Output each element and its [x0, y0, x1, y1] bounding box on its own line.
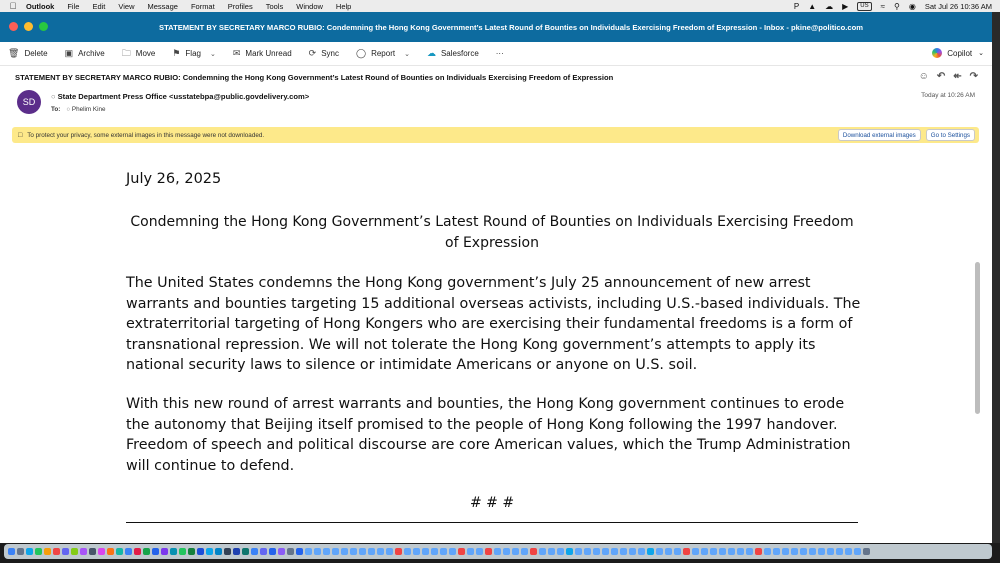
dock-app-icon[interactable] [17, 548, 24, 555]
dock-app-icon[interactable] [782, 548, 789, 555]
reply-all-icon[interactable]: ↞ [953, 71, 962, 82]
dock-app-icon[interactable] [827, 548, 834, 555]
image-blocked-icon: □ [18, 131, 23, 139]
privacy-banner [12, 127, 979, 143]
menu-format[interactable]: Format [190, 1, 215, 11]
dock-app-icon[interactable] [44, 548, 51, 555]
dock-app-icon[interactable] [809, 548, 816, 555]
minimize-window-icon[interactable] [24, 22, 33, 31]
dock-app-icon[interactable] [449, 548, 456, 555]
dock-app-icon[interactable] [314, 548, 321, 555]
scrollbar[interactable] [975, 147, 980, 537]
dock-app-icon[interactable] [431, 548, 438, 555]
dock-app-icon[interactable] [755, 548, 762, 555]
dock-app-icon[interactable] [656, 548, 663, 555]
recipient-name[interactable]: Phelim Kine [71, 106, 106, 113]
dock-app-icon[interactable] [611, 548, 618, 555]
delete-button[interactable]: 🗑 Delete [8, 48, 48, 58]
dock-app-icon[interactable] [773, 548, 780, 555]
dock-app-icon[interactable] [152, 548, 159, 555]
flag-button[interactable]: ⚑ Flag ⌄ [172, 48, 216, 58]
dock-app-icon[interactable] [485, 548, 492, 555]
privacy-buttons [838, 129, 975, 141]
dock-app-icon[interactable] [764, 548, 771, 555]
dock-app-icon[interactable] [98, 548, 105, 555]
dock-app-icon[interactable] [701, 548, 708, 555]
menu-view[interactable]: View [118, 1, 135, 11]
dock-app-icon[interactable] [359, 548, 366, 555]
dock-app-icon[interactable] [665, 548, 672, 555]
dock-app-icon[interactable] [161, 548, 168, 555]
privacy-text: To protect your privacy, some external images in this message were not downloaded. [27, 131, 265, 139]
dock-app-icon[interactable] [629, 548, 636, 555]
dock-app-icon[interactable] [503, 548, 510, 555]
dock-app-icon[interactable] [53, 548, 60, 555]
dock-app-icon[interactable] [800, 548, 807, 555]
dock-app-icon[interactable] [233, 548, 240, 555]
dock-app-icon[interactable] [341, 548, 348, 555]
move-button[interactable]: 🗀 Move [122, 46, 156, 62]
dock-app-icon[interactable] [413, 548, 420, 555]
dock-app-icon[interactable] [593, 548, 600, 555]
control-center-icon[interactable]: ◉ [908, 1, 916, 11]
dock-app-icon[interactable] [206, 548, 213, 555]
dock-app-icon[interactable] [422, 548, 429, 555]
go-to-settings-button[interactable]: Go to Settings [926, 129, 975, 141]
paragraph-2: With this new round of arrest warrants and bounties, the Hong Kong government continues to erode the autonomy that Beijing itself promised to the people of Hong Kong following the 1997 handover. Freedom of speech and political discourse are core American values, which the Trump Administration will continue to defend. [126, 396, 851, 474]
dock-app-icon[interactable] [602, 548, 609, 555]
dock-app-icon[interactable] [584, 548, 591, 555]
zoom-window-icon[interactable] [39, 22, 48, 31]
recipient-icon: ○ [66, 106, 71, 113]
divider [126, 522, 858, 523]
dock-app-icon[interactable] [143, 548, 150, 555]
dock-app-icon[interactable] [116, 548, 123, 555]
outlook-window [0, 12, 992, 543]
chevron-down-icon[interactable]: ⌄ [209, 50, 216, 58]
dock-app-icon[interactable] [35, 548, 42, 555]
report-button[interactable]: ◯ Report ⌄ [356, 48, 410, 58]
dock-app-icon[interactable] [728, 548, 735, 555]
dock-app-icon[interactable] [674, 548, 681, 555]
drive-icon[interactable]: ▲ [808, 1, 817, 11]
scrollbar-thumb[interactable] [975, 262, 980, 414]
dock-app-icon[interactable] [863, 548, 870, 555]
dock-app-icon[interactable] [746, 548, 753, 555]
dock-app-icon[interactable] [467, 548, 474, 555]
dock-app-icon[interactable] [710, 548, 717, 555]
dock-app-icon[interactable] [368, 548, 375, 555]
dock [4, 544, 992, 559]
dock-app-icon[interactable] [89, 548, 96, 555]
dock-app-icon[interactable] [566, 548, 573, 555]
menu-window[interactable]: Window [296, 1, 323, 11]
dock-app-icon[interactable] [332, 548, 339, 555]
dock-app-icon[interactable] [80, 548, 87, 555]
menu-profiles[interactable]: Profiles [227, 1, 253, 11]
folder-move-icon: 🗀 [121, 47, 131, 58]
dock-app-icon[interactable] [647, 548, 654, 555]
dock-app-icon[interactable] [377, 548, 384, 555]
message-date: Today at 10:26 AM [921, 92, 975, 99]
end-mark: # # # [469, 495, 515, 511]
statement-heading: Condemning the Hong Kong Government’s Latest Round of Bounties on Individuals Exercising Freedom of Expression [130, 214, 854, 251]
menu-app-outlook[interactable]: Outlook [26, 1, 55, 11]
dock-app-icon[interactable] [395, 548, 402, 555]
dock-app-icon[interactable] [530, 548, 537, 555]
salesforce-cloud-icon: ☁ [426, 48, 436, 58]
dock-app-icon[interactable] [197, 548, 204, 555]
dock-app-icon[interactable] [62, 548, 69, 555]
dock-app-icon[interactable] [170, 548, 177, 555]
archive-icon: ▣ [64, 48, 74, 58]
cloud-icon[interactable]: ☁ [825, 1, 834, 11]
window-title: STATEMENT BY SECRETARY MARCO RUBIO: Condemning the Hong Kong Government’s Latest Round of Bounties on Individuals Exercising Freedom of Expression - Inbox - pkine@politico.com [159, 22, 863, 32]
close-window-icon[interactable] [9, 22, 18, 31]
reply-icon[interactable]: ↶ [936, 71, 946, 82]
message-subject: STATEMENT BY SECRETARY MARCO RUBIO: Condemning the Hong Kong Government’s Latest Round of Bounties on Individuals Exercising Freedom of Expression ☺ ↶ ↞ ↷ [15, 71, 978, 82]
sender-header [0, 88, 992, 122]
emoji-react-icon[interactable]: ☺ [918, 71, 929, 82]
dock-app-icon[interactable] [242, 548, 249, 555]
dock-app-icon[interactable] [854, 548, 861, 555]
dock-app-icon[interactable] [269, 548, 276, 555]
chevron-down-icon[interactable]: ⌄ [978, 50, 984, 57]
desktop-edge [992, 12, 1000, 543]
download-images-button[interactable]: Download external images [838, 129, 921, 141]
dock-app-icon[interactable] [557, 548, 564, 555]
us-input-icon[interactable]: US [857, 2, 871, 11]
title-bar [0, 12, 992, 42]
status-area [794, 0, 992, 12]
dock-app-icon[interactable] [260, 548, 267, 555]
dock-app-icon[interactable] [845, 548, 852, 555]
dock-app-icon[interactable] [251, 548, 258, 555]
dock-app-icon[interactable] [791, 548, 798, 555]
dock-app-icon[interactable] [539, 548, 546, 555]
dock-app-icon[interactable] [521, 548, 528, 555]
trash-icon: 🗑 [8, 48, 20, 58]
copilot-button[interactable]: Copilot ⌄ [932, 48, 984, 58]
dock-app-icon[interactable] [512, 548, 519, 555]
dock-app-icon[interactable] [26, 548, 33, 555]
dock-app-icon[interactable] [818, 548, 825, 555]
dock-app-icon[interactable] [107, 548, 114, 555]
copilot-icon [932, 48, 942, 58]
envelope-icon: ✉ [232, 48, 241, 58]
mark-unread-button[interactable]: ✉ Mark Unread [232, 48, 292, 58]
menu-edit[interactable]: Edit [92, 1, 106, 11]
dock-app-icon[interactable] [440, 548, 447, 555]
dock-app-icon[interactable] [575, 548, 582, 555]
window-controls [9, 22, 48, 31]
statement-date: July 26, 2025 [126, 171, 222, 187]
play-icon[interactable]: ▶ [842, 1, 849, 11]
dock-app-icon[interactable] [692, 548, 699, 555]
status-p-icon[interactable]: P [793, 1, 800, 11]
chevron-down-icon[interactable]: ⌄ [404, 50, 410, 58]
avatar[interactable]: SD [17, 90, 41, 114]
dock-app-icon[interactable] [683, 548, 690, 555]
menu-tools[interactable]: Tools [265, 1, 284, 11]
wifi-icon[interactable]: ≈ [880, 1, 886, 11]
dock-app-icon[interactable] [350, 548, 357, 555]
archive-button[interactable]: ▣ Archive [64, 48, 105, 58]
paragraph-1: The United States condemns the Hong Kong government’s July 25 announcement of new arrest warrants and bounties targeting 15 additional overseas activists, including U.S.-based individuals. The extraterritorial targeting of Hong Kongers who are exercising their fundamental freedoms is a form of transnational repression. We will not tolerate the Hong Kong government’s attempts to apply its national security laws to silence or intimidate Americans or anyone on U.S. soil. [126, 275, 861, 373]
dock-app-icon[interactable] [548, 548, 555, 555]
dock-app-icon[interactable] [323, 548, 330, 555]
dock-app-icon[interactable] [71, 548, 78, 555]
dock-app-icon[interactable] [134, 548, 141, 555]
dock-app-icon[interactable] [179, 548, 186, 555]
dock-app-icon[interactable] [125, 548, 132, 555]
menu-help[interactable]: Help [335, 1, 352, 11]
dock-app-icon[interactable] [494, 548, 501, 555]
dock-app-icon[interactable] [719, 548, 726, 555]
flag-icon: ⚑ [172, 48, 181, 58]
recipients [51, 106, 106, 113]
dock-app-icon[interactable] [296, 548, 303, 555]
forward-icon[interactable]: ↷ [969, 71, 978, 82]
dock-app-icon[interactable] [620, 548, 627, 555]
search-icon[interactable]: ⚲ [894, 1, 900, 11]
message-actions [919, 71, 978, 82]
apple-menu-icon[interactable] [0, 1, 26, 11]
unread-dot-icon: ○ [51, 92, 56, 101]
dock-app-icon[interactable] [404, 548, 411, 555]
dock-app-icon[interactable] [836, 548, 843, 555]
dock-app-icon[interactable] [458, 548, 465, 555]
sync-icon: ⟳ [308, 48, 317, 58]
salesforce-button[interactable]: ☁ Salesforce [426, 48, 479, 58]
dock-app-icon[interactable] [386, 548, 393, 555]
more-button[interactable]: ··· [495, 49, 504, 58]
dock-app-icon[interactable] [224, 548, 231, 555]
dock-app-icon[interactable] [737, 548, 744, 555]
clock[interactable]: Sat Jul 26 10:36 AM [924, 1, 992, 11]
menu-bar [0, 0, 1000, 12]
to-label: To: [51, 106, 61, 113]
dock-app-icon[interactable] [278, 548, 285, 555]
dock-app-icon[interactable] [215, 548, 222, 555]
sync-button[interactable]: ⟳ Sync [308, 48, 339, 58]
dock-app-icon[interactable] [188, 548, 195, 555]
menu-file[interactable]: File [67, 1, 80, 11]
sender-name[interactable]: ○ State Department Press Office <usstatebpa@public.govdelivery.com> [51, 92, 310, 101]
dock-app-icon[interactable] [476, 548, 483, 555]
menu-message[interactable]: Message [147, 1, 178, 11]
dock-app-icon[interactable] [305, 548, 312, 555]
message-toolbar [0, 42, 992, 66]
shield-icon: ◯ [356, 48, 367, 58]
dock-app-icon[interactable] [287, 548, 294, 555]
dock-app-icon[interactable] [8, 548, 15, 555]
message-body [0, 147, 992, 537]
dock-app-icon[interactable] [638, 548, 645, 555]
